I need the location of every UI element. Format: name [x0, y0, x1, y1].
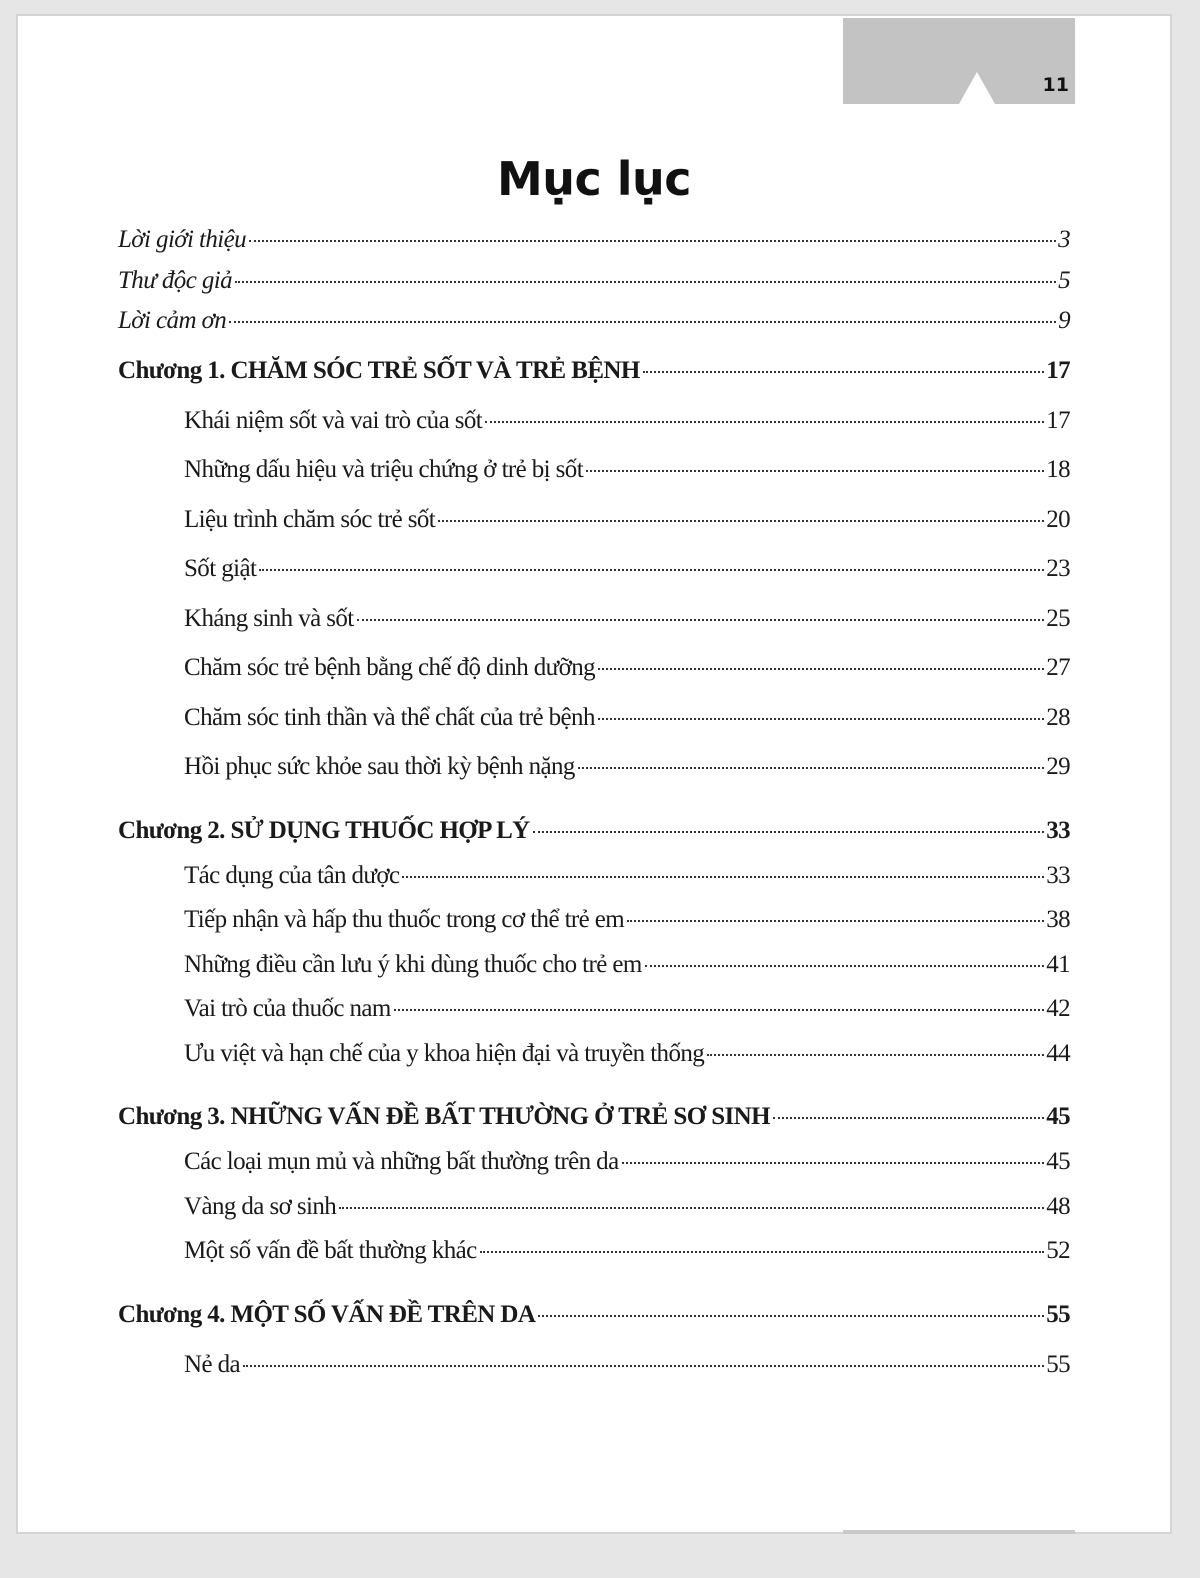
dot-leader: [394, 1009, 1044, 1011]
toc-entry-section[interactable]: [184, 906, 1070, 934]
dot-leader: [402, 876, 1044, 878]
toc-entry-label: Chương 2. SỬ DỤNG THUỐC HỢP LÝ: [118, 817, 530, 844]
dot-leader: [485, 421, 1044, 423]
dot-leader: [773, 1117, 1044, 1119]
toc-entry-label: Lời cảm ơn: [118, 307, 227, 334]
toc-entry-label: Vàng da sơ sinh: [184, 1193, 337, 1220]
toc-entry-page: 33: [1046, 862, 1070, 889]
toc-entry-page: 33: [1046, 817, 1070, 844]
toc-entry-section[interactable]: [184, 506, 1070, 534]
toc-entry-section[interactable]: [184, 753, 1070, 781]
dot-leader: [627, 920, 1044, 922]
toc-entry-chapter[interactable]: [118, 357, 1070, 385]
dot-leader: [229, 321, 1056, 323]
toc-entry-section[interactable]: [184, 1148, 1070, 1176]
document-page: [16, 14, 1172, 1534]
toc-entry-label: Hồi phục sức khỏe sau thời kỳ bệnh nặng: [184, 753, 575, 780]
dot-leader: [480, 1251, 1045, 1253]
dot-leader: [645, 965, 1044, 967]
toc-entry-page: 17: [1046, 357, 1070, 384]
toc-entry-section[interactable]: [184, 1040, 1070, 1068]
dot-leader: [586, 470, 1044, 472]
toc-entry-label: Thư độc giả: [118, 267, 232, 294]
toc-entry-page: 17: [1046, 407, 1070, 434]
dot-leader: [622, 1162, 1045, 1164]
toc-entry-page: 5: [1058, 267, 1070, 294]
toc-entry-page: 20: [1046, 506, 1070, 533]
toc-entry-page: 29: [1046, 753, 1070, 780]
toc-entry-label: Những dấu hiệu và triệu chứng ở trẻ bị sốt: [184, 456, 584, 483]
toc-entry-section[interactable]: [184, 555, 1070, 583]
toc-entry-section[interactable]: [184, 407, 1070, 435]
toc-entry-label: Kháng sinh và sốt: [184, 605, 354, 632]
toc-entry-front[interactable]: [118, 267, 1070, 295]
dot-leader: [598, 668, 1044, 670]
toc-entry-label: Chăm sóc tinh thần và thể chất của trẻ bệnh: [184, 704, 595, 731]
dot-leader: [339, 1207, 1044, 1209]
dot-leader: [243, 1365, 1044, 1367]
dot-leader: [249, 240, 1056, 242]
toc-entry-section[interactable]: [184, 951, 1070, 979]
page-number: 11: [1042, 74, 1069, 96]
toc-entry-label: Tác dụng của tân dược: [184, 862, 400, 889]
toc-entry-section[interactable]: [184, 862, 1070, 890]
table-of-contents: [18, 16, 1170, 1532]
dot-leader: [598, 718, 1044, 720]
toc-entry-page: 38: [1046, 906, 1070, 933]
dot-leader: [357, 619, 1045, 621]
toc-entry-label: Tiếp nhận và hấp thu thuốc trong cơ thể trẻ em: [184, 906, 625, 933]
toc-entry-label: Chăm sóc trẻ bệnh bằng chế độ dinh dưỡng: [184, 654, 596, 681]
toc-entry-label: Khái niệm sốt và vai trò của sốt: [184, 407, 483, 434]
toc-entry-section[interactable]: [184, 1193, 1070, 1221]
toc-entry-section[interactable]: [184, 1237, 1070, 1265]
toc-entry-label: Sốt giật: [184, 555, 257, 582]
toc-entry-page: 52: [1046, 1237, 1070, 1264]
toc-entry-section[interactable]: [184, 654, 1070, 682]
toc-entry-label: Vai trò của thuốc nam: [184, 995, 391, 1022]
toc-entry-page: 42: [1046, 995, 1070, 1022]
dot-leader: [235, 281, 1056, 283]
toc-entry-section[interactable]: [184, 1351, 1070, 1379]
dot-leader: [707, 1054, 1044, 1056]
dot-leader: [538, 1315, 1044, 1317]
toc-entry-page: 25: [1046, 605, 1070, 632]
toc-entry-page: 9: [1058, 307, 1070, 334]
toc-entry-label: Ưu việt và hạn chế của y khoa hiện đại và truyền thống: [184, 1040, 705, 1067]
toc-entry-label: Chương 3. NHỮNG VẤN ĐỀ BẤT THƯỜNG Ở TRẺ SƠ SINH: [118, 1103, 770, 1130]
toc-entry-page: 27: [1046, 654, 1070, 681]
dot-leader: [438, 520, 1044, 522]
toc-entry-front[interactable]: [118, 226, 1070, 254]
toc-entry-page: 55: [1046, 1351, 1070, 1378]
toc-entry-label: Các loại mụn mủ và những bất thường trên da: [184, 1148, 619, 1175]
dot-leader: [578, 767, 1044, 769]
toc-entry-page: 45: [1046, 1148, 1070, 1175]
toc-entry-label: Những điều cần lưu ý khi dùng thuốc cho trẻ em: [184, 951, 642, 978]
page-title: Mục lục: [496, 152, 692, 206]
toc-entry-section[interactable]: [184, 456, 1070, 484]
toc-entry-section[interactable]: [184, 704, 1070, 732]
toc-entry-front[interactable]: [118, 307, 1070, 335]
toc-entry-page: 41: [1046, 951, 1070, 978]
toc-entry-label: Lời giới thiệu: [118, 226, 247, 253]
toc-entry-section[interactable]: [184, 995, 1070, 1023]
dot-leader: [533, 831, 1045, 833]
toc-entry-label: Nẻ da: [184, 1351, 240, 1378]
dot-leader: [643, 371, 1044, 373]
toc-entry-chapter[interactable]: [118, 1301, 1070, 1329]
toc-entry-page: 23: [1046, 555, 1070, 582]
toc-entry-label: Chương 4. MỘT SỐ VẤN ĐỀ TRÊN DA: [118, 1301, 536, 1328]
toc-entry-page: 55: [1046, 1301, 1070, 1328]
toc-entry-label: Liệu trình chăm sóc trẻ sốt: [184, 506, 436, 533]
toc-entry-chapter[interactable]: [118, 1103, 1070, 1131]
toc-entry-chapter[interactable]: [118, 817, 1070, 845]
toc-entry-section[interactable]: [184, 605, 1070, 633]
dot-leader: [259, 569, 1044, 571]
toc-entry-label: Một số vấn đề bất thường khác: [184, 1237, 477, 1264]
toc-entry-label: Chương 1. CHĂM SÓC TRẺ SỐT VÀ TRẺ BỆNH: [118, 357, 640, 384]
toc-entry-page: 45: [1046, 1103, 1070, 1130]
toc-entry-page: 3: [1058, 226, 1070, 253]
toc-entry-page: 44: [1046, 1040, 1070, 1067]
toc-entry-page: 18: [1046, 456, 1070, 483]
toc-entry-page: 48: [1046, 1193, 1070, 1220]
toc-entry-page: 28: [1046, 704, 1070, 731]
